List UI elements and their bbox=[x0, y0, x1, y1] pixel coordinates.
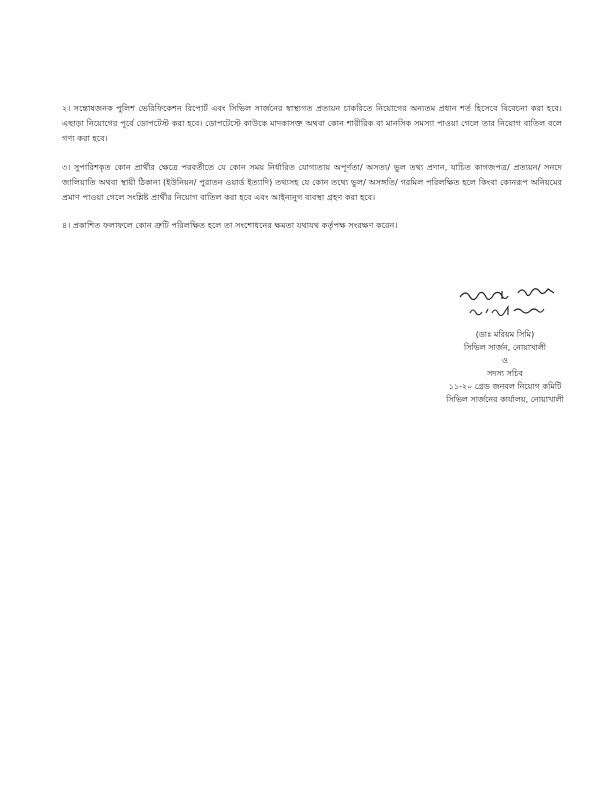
paragraph-2: ২। সন্তোষজনক পুলিশ ভেরিফিকেশন রিপোর্ট এবং সিভিল সার্জনের স্বাস্থ্যগত প্রত্যয়ন চাকরিতে নিয়োগের অন্যতম প্রধান শর্ত হিসেবে বিবেচনা করা হবে। এছাড়া নিয়োগের পূর্বে ডোপটেস্ট করা হবে। ডোপটেস্টে কাউকে মাদকাসক্ত অথবা কোন শারীরিক বা মানসিক সমস্যা পাওয়া গেলে তার নিয়োগ বাতিল বলে গণ্য করা হবে। bbox=[62, 103, 562, 144]
paragraph-3: ৩। সুপারিশকৃত কোন প্রার্থীর ক্ষেত্রে পরবর্তীতে যে কোন সময় নির্ধারিত যোগ্যতায় অপূর্ণতা/ অসত্য/ ভুল তথ্য প্রদান, যাচিত কাগজপত্র/ প্রত্যয়ন/ সনদে জালিয়াতি অথবা স্থায়ী ঠিকানা (ইউনিয়ন/ পুরাতন ওয়ার্ড ইত্যাদি) তথ্যসহ যে কোন তথ্যে ভুল/ অসঙ্গতি/ গরমিল পরিলক্ষিত হলে কিংবা কোনরূপ অনিয়মের প্রমাণ পাওয়া গেলে সংশ্লিষ্ট প্রার্থীর নিয়োগ বাতিল করা হবে এবং আইনানুগ ব্যবস্থা গ্রহণ করা হবে। bbox=[62, 162, 562, 203]
signature-block bbox=[420, 288, 590, 406]
office-name: সিভিল সার্জনের কার্যালয়, নোয়াখালী bbox=[446, 395, 564, 404]
committee-name: ১১-২০ গ্রেড জনবল নিয়োগ কমিটি bbox=[448, 382, 562, 391]
signatory-title: সিভিল সার্জন, নোয়াখালী bbox=[463, 343, 547, 352]
signatory-role: সদস্য সচিব bbox=[487, 369, 523, 378]
paragraph-4: ৪। প্রকাশিত ফলাফলে কোন ত্রুটি পরিলক্ষিত হলে তা সংশোধনের ক্ষমতা যথাযথ কর্তৃপক্ষ সংরক্ষণ করেন। bbox=[62, 220, 398, 231]
conjunction: ও bbox=[502, 356, 508, 365]
signatory-name: (ডাঃ মরিয়ম সিমি) bbox=[475, 330, 535, 339]
